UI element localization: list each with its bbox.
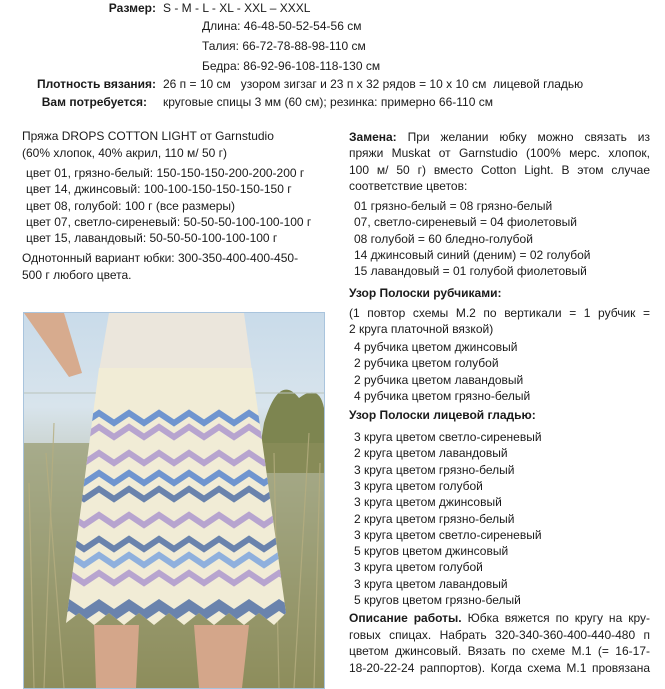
work-line1: Описание работы. Юбка вяжется по кругу на кру- bbox=[349, 611, 650, 625]
list-item: цвет 15, лавандовый: 50-50-50-100-100-100 г bbox=[26, 231, 278, 246]
rib-pattern-intro1: (1 повтор схемы М.2 по вертикали = 1 рубчик = bbox=[349, 306, 650, 320]
needs-label: Вам потребуется: bbox=[41, 95, 147, 109]
list-item: 3 круга цветом голубой bbox=[354, 478, 483, 493]
mono-variant-line1: Однотонный вариант юбки: 300-350-400-400-450- bbox=[22, 251, 299, 265]
replacement-block bbox=[349, 129, 650, 194]
list-item: 3 круга цветом лавандовый bbox=[354, 576, 508, 591]
work-line2: говых спицах. Набрать 320-340-360-400-440-480 п bbox=[349, 627, 650, 642]
replacement-label: Замена: bbox=[349, 130, 397, 144]
replacement-line1: Замена: При желании юбку можно связать из bbox=[349, 130, 650, 144]
list-item: 14 джинсовый синий (деним) = 02 голубой bbox=[354, 247, 591, 262]
size-value: S - M - L - XL - XXL – XXXL bbox=[163, 1, 311, 15]
replacement-line3: 100 м/ 50 г) вместо Cotton Light. В этом случае bbox=[349, 162, 650, 177]
list-item: 07, светло-сиреневый = 04 фиолетовый bbox=[354, 215, 577, 230]
replacement-line2: пряжи Muskat от Garnstudio (100% мерс. хлопок, bbox=[349, 146, 650, 161]
list-item: 15 лавандовый = 01 голубой фиолетовый bbox=[354, 264, 587, 279]
work-label: Описание работы. bbox=[349, 611, 462, 625]
list-item: 3 круга цветом джинсовый bbox=[354, 495, 502, 510]
list-item: 3 круга цветом светло-сиреневый bbox=[354, 430, 542, 444]
list-item: 4 рубчика цветом джинсовый bbox=[354, 340, 518, 354]
gauge-label: Плотность вязания: bbox=[36, 77, 156, 91]
mono-variant-line2: 500 г любого цвета. bbox=[22, 268, 132, 282]
list-item: 2 рубчика цветом голубой bbox=[354, 356, 499, 371]
yarn-composition: (60% хлопок, 40% акрил, 110 м/ 50 г) bbox=[22, 146, 228, 160]
hips-value: Бедра: 86-92-96-108-118-130 см bbox=[202, 59, 381, 73]
yarn-title: Пряжа DROPS COTTON LIGHT от Garnstudio bbox=[22, 129, 274, 143]
rib-pattern-title: Узор Полоски рубчиками: bbox=[349, 286, 502, 300]
work-description bbox=[349, 610, 650, 676]
list-item: 08 голубой = 60 бледно-голубой bbox=[354, 231, 533, 246]
replacement-line4: соответствие цветов: bbox=[349, 178, 468, 193]
list-item: 2 круга цветом лавандовый bbox=[354, 446, 508, 461]
list-item: 3 круга цветом голубой bbox=[354, 560, 483, 575]
size-label: Размер: bbox=[108, 1, 156, 15]
list-item: цвет 14, джинсовый: 100-100-150-150-150-150 г bbox=[26, 182, 292, 197]
stockinette-pattern-title: Узор Полоски лицевой гладью: bbox=[349, 408, 536, 422]
list-item: 5 кругов цветом джинсовый bbox=[354, 544, 509, 559]
skirt-photo bbox=[23, 312, 325, 689]
waist-value: Талия: 66-72-78-88-98-110 см bbox=[202, 39, 366, 53]
list-item: 4 рубчика цветом грязно-белый bbox=[354, 388, 531, 403]
list-item: цвет 08, голубой: 100 г (все размеры) bbox=[26, 198, 236, 213]
length-value: Длина: 46-48-50-52-54-56 см bbox=[202, 19, 362, 33]
needs-value: круговые спицы 3 мм (60 см); резинка: примерно 66-110 см bbox=[163, 95, 493, 109]
work-line4: 18-20-22-24 раппортов). Когда схема М.1 провязана bbox=[349, 660, 650, 675]
list-item: 3 круга цветом светло-сиреневый bbox=[354, 527, 542, 542]
rib-pattern-intro2: 2 круга платочной вязкой) bbox=[349, 322, 494, 336]
list-item: 3 круга цветом грязно-белый bbox=[354, 462, 515, 477]
list-item: 2 рубчика цветом лавандовый bbox=[354, 372, 524, 387]
list-item: цвет 07, светло-сиреневый: 50-50-50-100-100-100 г bbox=[26, 214, 312, 229]
work-line3: цветом джинсовый. Вязать по схеме М.1 (= 16-17- bbox=[349, 644, 650, 658]
list-item: цвет 01, грязно-белый: 150-150-150-200-200-200 г bbox=[26, 166, 305, 180]
list-item: 5 кругов цветом грязно-белый bbox=[354, 593, 521, 607]
list-item: 2 круга цветом грязно-белый bbox=[354, 511, 515, 526]
list-item: 01 грязно-белый = 08 грязно-белый bbox=[354, 199, 553, 213]
gauge-value: 26 п = 10 см узором зигзаг и 23 п x 32 рядов = 10 x 10 см лицевой гладью bbox=[163, 77, 584, 91]
